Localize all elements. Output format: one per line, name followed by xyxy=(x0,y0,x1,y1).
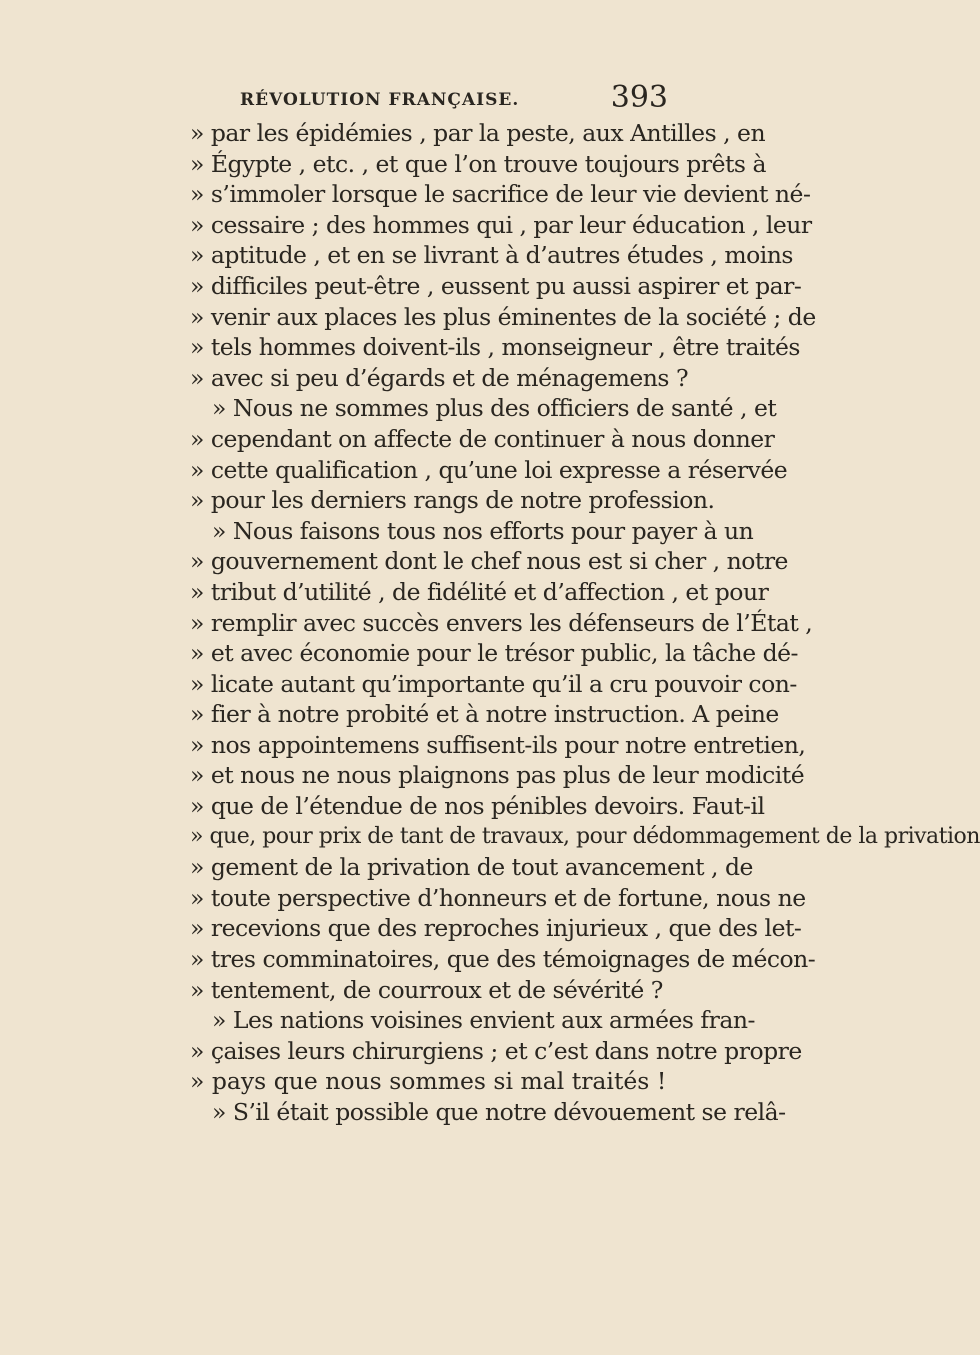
text-line: » Égypte , etc. , et que l’on trouve toujours prêts à xyxy=(190,149,766,178)
page-number: 393 xyxy=(610,80,668,115)
page-header xyxy=(240,80,668,120)
text-line: » gement de la privation de tout avancement , de xyxy=(190,853,753,882)
text-line: » que, pour prix de tant de travaux, pour dédommagement de la privation xyxy=(190,823,980,849)
text-line: » venir aux places les plus éminentes de la société ; de xyxy=(190,302,816,331)
body-text xyxy=(190,118,980,1128)
text-line: » tres comminatoires, que des témoignages de mécon- xyxy=(190,945,816,974)
text-line: » que de l’étendue de nos pénibles devoirs. Faut-il xyxy=(190,792,765,821)
text-line: » et nous ne nous plaignons pas plus de leur modicité xyxy=(190,761,805,790)
text-line: » par les épidémies , par la peste, aux Antilles , en xyxy=(190,119,766,147)
running-title: RÉVOLUTION FRANÇAISE. xyxy=(240,90,520,110)
text-line: » S’il était possible que notre dévouement se relâ- xyxy=(212,1098,786,1126)
text-line: » çaises leurs chirurgiens ; et c’est dans notre propre xyxy=(190,1036,802,1065)
text-line: » tels hommes doivent-ils , monseigneur , être traités xyxy=(190,333,800,362)
text-line: » aptitude , et en se livrant à d’autres études , moins xyxy=(190,241,793,270)
text-line: » pays que nous sommes si mal traités ! xyxy=(190,1067,667,1096)
text-line: » Nous ne sommes plus des officiers de santé , et xyxy=(212,394,777,423)
text-line: » toute perspective d’honneurs et de fortune, nous ne xyxy=(190,883,806,912)
text-line: » s’immoler lorsque le sacrifice de leur vie devient né- xyxy=(190,180,811,209)
text-line: » cessaire ; des hommes qui , par leur éducation , leur xyxy=(190,210,812,239)
text-line: » remplir avec succès envers les défenseurs de l’État , xyxy=(190,608,813,637)
text-line: » gouvernement dont le chef nous est si cher , notre xyxy=(190,547,788,576)
text-line: » tribut d’utilité , de fidélité et d’affection , et pour xyxy=(190,577,769,606)
text-line: » nos appointemens suffisent-ils pour notre entretien, xyxy=(190,730,806,759)
text-line: » difficiles peut-être , eussent pu aussi aspirer et par- xyxy=(190,271,802,300)
text-line: » Les nations voisines envient aux armées fran- xyxy=(212,1006,755,1035)
text-line: » avec si peu d’égards et de ménagemens ? xyxy=(190,363,689,392)
text-line: » licate autant qu’importante qu’il a cru pouvoir con- xyxy=(190,669,797,698)
text-line: » cependant on affecte de continuer à nous donner xyxy=(190,424,775,453)
text-line: » fier à notre probité et à notre instruction. A peine xyxy=(190,700,779,729)
text-line: » tentement, de courroux et de sévérité ? xyxy=(190,975,663,1004)
text-line: » recevions que des reproches injurieux , que des let- xyxy=(190,914,802,943)
text-line: » et avec économie pour le trésor public, la tâche dé- xyxy=(190,639,798,668)
text-line: » Nous faisons tous nos efforts pour payer à un xyxy=(212,516,754,545)
text-line: » cette qualification , qu’une loi expresse a réservée xyxy=(190,455,788,484)
text-line: » pour les derniers rangs de notre profession. xyxy=(190,486,715,515)
